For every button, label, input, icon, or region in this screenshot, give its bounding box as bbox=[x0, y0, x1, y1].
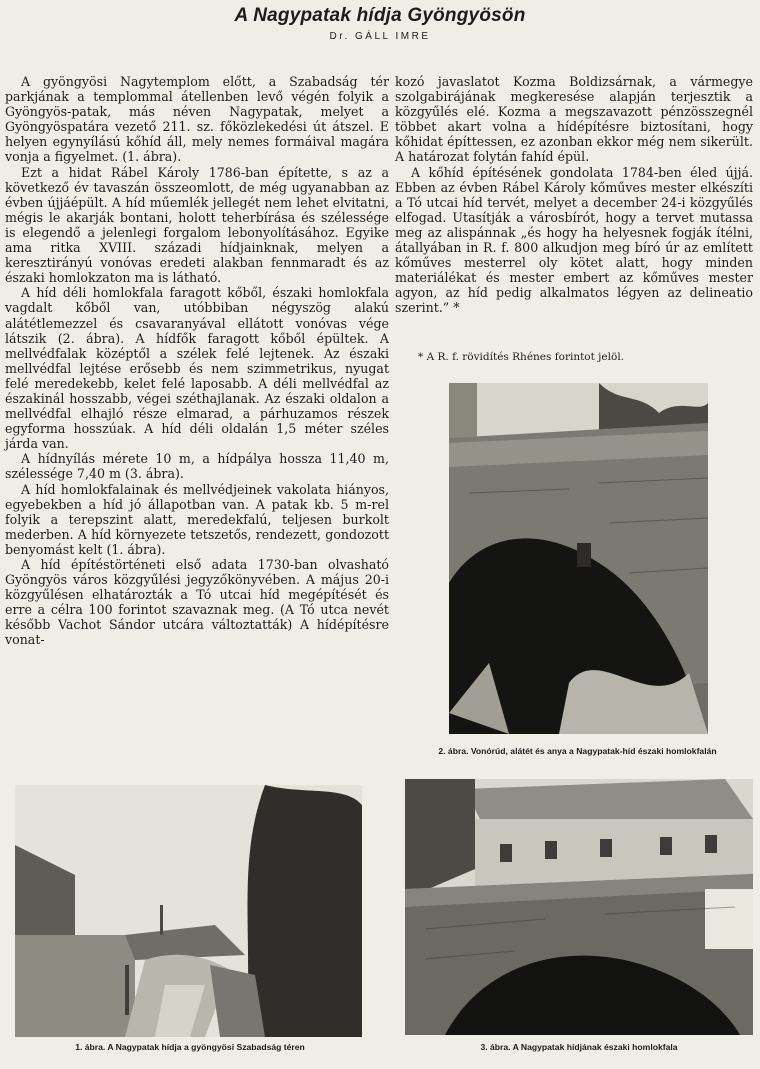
figure-1-caption: 1. ábra. A Nagypatak hídja a gyöngyösi Szabadság téren bbox=[75, 1042, 305, 1052]
bridge-arch-closeup-image bbox=[449, 383, 708, 734]
figure-3-photo bbox=[405, 779, 753, 1035]
paragraph: A híd déli homlokfala faragott kőből, északi homlokfala vagdalt kőből van, utóbbiban négyszög alakú alátétlemezzel és csavaranyával ellátott vonóvas vége látszik (2. ábra). A hídfők faragott kőből épültek. A mellvédfalak középtől a szélek felé lejtenek. Az északi mellvédfal lejtése erősebb és nem szimmetrikus, nyugat felé meredekebb, kelet felé laposabb. A déli mellvédfal az északinál hosszabb, végei széthajlanak. Az északi oldalon a mellvédfal elhajló része elmarad, a párhuzamos részek egyforma hosszúak. A híd déli oldalán 1,5 méter széles járda van. bbox=[5, 285, 389, 452]
figure-2-photo bbox=[449, 383, 708, 734]
figure-2-caption: 2. ábra. Vonórúd, alátét és anya a Nagypatak-híd északi homlokfalán bbox=[438, 746, 717, 756]
paragraph: A híd építéstörténeti első adata 1730-ban olvasható Gyöngyös város közgyűlési jegyzőkönyvében. A május 20-i közgyűlésen elhatározták a Tó utcai híd megépítését és erre a célra 100 forintot szavaznak meg. (A Tó utca nevét később Vachot Sándor utcára változtatták) A hídépítésre vonat- bbox=[5, 557, 389, 648]
right-column bbox=[395, 74, 753, 316]
paragraph: A híd homlokfalainak és mellvédjeinek vakolata hiányos, egyebekben a híd jó állapotban van. A patak kb. 5 m-rel folyik a terepszint alatt, meredekfalú, teljesen burkolt mederben. A híd környezete tetszetős, rendezett, gondozott benyomást kelt (1. ábra). bbox=[5, 481, 389, 557]
paragraph: A kőhíd építésének gondolata 1784-ben éled újjá. Ebben az évben Rábel Károly kőműves mester elkészíti a Tó utcai híd tervét, melyet a december 24-i közgyűlés elfogad. Utasítják a városbírót, hogy a tervet mutassa meg az alispánnak „és hogy ha helyesnek fogják ítélni, átallyában in R. f. 800 alkudjon meg bíró úr az említett kőműves mesterrel oly kötet alatt, hogy minden materiálékat és mester embert az kőműves mester agyon, az híd pedig alkalmatos légyen az delineatio szerint.” * bbox=[395, 164, 753, 316]
bridge-street-view-image bbox=[15, 785, 362, 1037]
figure-1-photo bbox=[15, 785, 362, 1037]
paragraph: kozó javaslatot Kozma Boldizsárnak, a vármegye szolgabirájának megkeresése alapján terjesztik a közgyűlés elé. Kozma a megszavazott pénzösszegnél többet akart volna a hídépítésre biztosítani, hogy kőhidat építtessen, ez azonban ekkor még nem sikerült. A határozat folytán fahíd épül. bbox=[395, 74, 753, 165]
paragraph: A hídnyílás mérete 10 m, a hídpálya hossza 11,40 m, szélessége 7,40 m (3. ábra). bbox=[5, 451, 389, 482]
footnote: * A R. f. rövidítés Rhénes forintot jelöl. bbox=[418, 351, 625, 363]
paragraph: A gyöngyösi Nagytemplom előtt, a Szabadság tér parkjának a templommal átellenben levő végén folyik a Gyöngyös-patak, más néven Nagypatak, melyet a Gyöngyöspatára vezető 211. sz. főközlekedési út átszel. E helyen egynyílású kőhíd áll, mely nemes formáival magára vonja a figyelmet. (1. ábra). bbox=[5, 74, 389, 165]
left-column bbox=[5, 74, 389, 648]
figure-3-caption: 3. ábra. A Nagypatak hídjának északi homlokfala bbox=[480, 1042, 678, 1052]
paragraph: Ezt a hidat Rábel Károly 1786-ban építette, s az a következő év tavaszán összeomlott, de még ugyanabban az évben újjáépült. A híd műemlék jellegét nem lehet elvitatni, mégis le akarják bontani, holott teherbírása és szélessége is elegendő a jelenlegi forgalom lebonyolításához. Egyike ama ritka XVIII. századi hídjainknak, melyen a keresztirányú vonóvas eredeti alakban fennmaradt és az északi homlokzaton ma is látható. bbox=[5, 164, 389, 286]
article-title: A Nagypatak hídja Gyöngyösön bbox=[234, 5, 526, 26]
bridge-north-facade-image bbox=[405, 779, 753, 1035]
article-author: Dr. GÁLL IMRE bbox=[329, 31, 431, 42]
